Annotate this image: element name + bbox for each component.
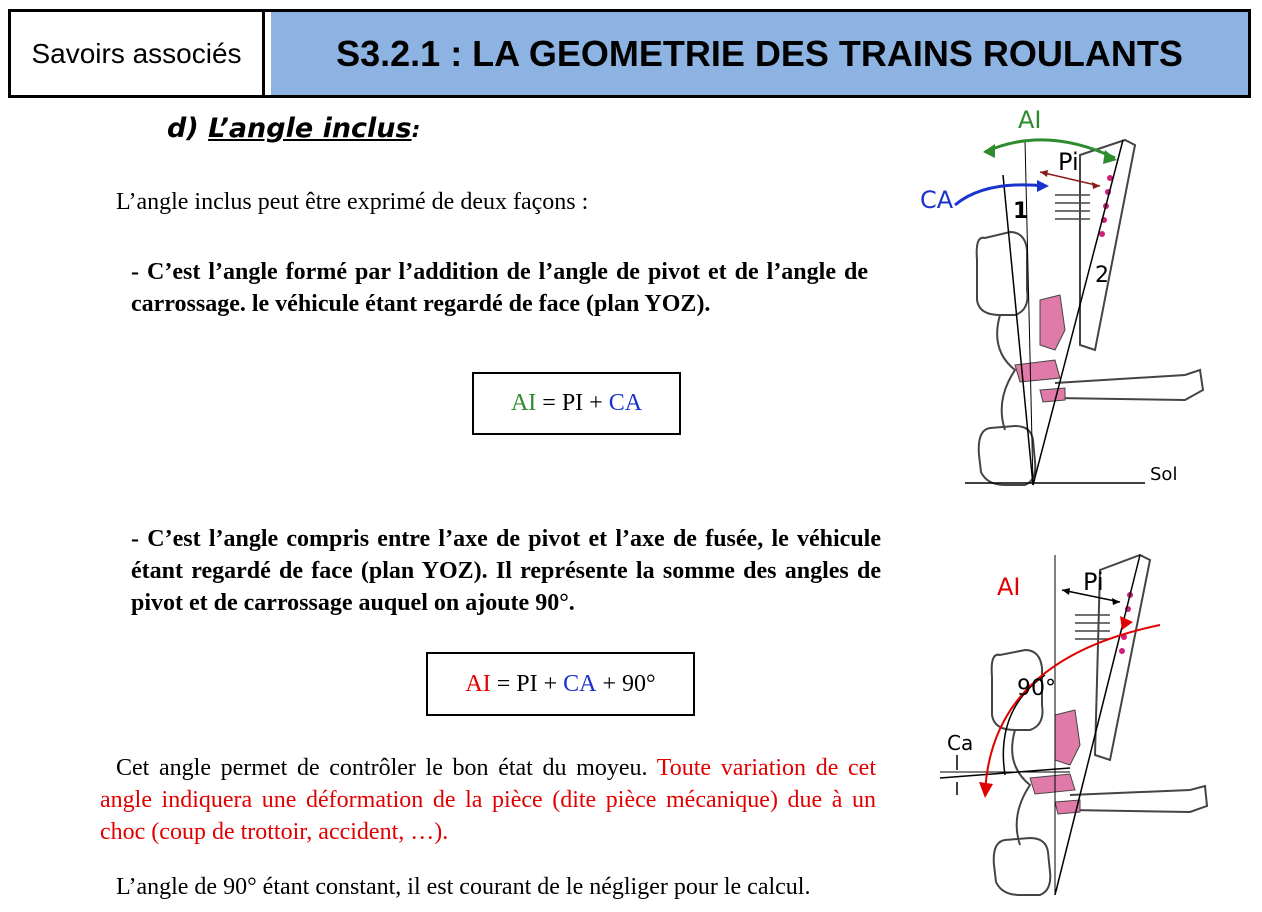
- diagram2-ca-label: Ca: [947, 731, 974, 755]
- tyre-upper: [977, 232, 1028, 315]
- section-title: [167, 113, 420, 144]
- knuckle-part-2: [1055, 710, 1080, 765]
- diagram1-axis1-label: 1: [1013, 199, 1029, 224]
- vertical-reference: [1025, 140, 1033, 485]
- diagram2-90-label: 90°: [1017, 676, 1056, 701]
- wheel-rim-2: [1012, 730, 1030, 845]
- formula-2-90: + 90°: [596, 670, 656, 697]
- formula-2-pi: = PI +: [490, 670, 564, 697]
- formula-2: [426, 652, 695, 716]
- diagram2-pi-label: Pi: [1083, 568, 1104, 596]
- lower-part: [1040, 388, 1065, 402]
- wheel-rim: [997, 315, 1015, 430]
- section-prefix: d): [167, 113, 199, 144]
- drive-shaft: [1055, 370, 1203, 400]
- definition-1: [131, 256, 868, 320]
- section-colon: :: [411, 118, 421, 143]
- diagram1-ai-label: AI: [1018, 106, 1042, 134]
- formula-2-ca: CA: [563, 670, 597, 697]
- formula-1-pi: = PI +: [536, 390, 609, 416]
- tyre-lower-2: [994, 838, 1051, 895]
- page-header: [8, 9, 1251, 98]
- diagram1-ca-label: CA: [920, 186, 954, 214]
- header-title: S3.2.1 : LA GEOMETRIE DES TRAINS ROULANTS: [265, 12, 1248, 95]
- ca-arc: [955, 185, 1045, 205]
- formula-1: [472, 372, 681, 435]
- diagram1-axis2-label: 2: [1095, 263, 1109, 288]
- definition-2: [131, 523, 881, 619]
- conclusion-paragraph: [100, 752, 876, 848]
- diagram-included-angle-1: [915, 100, 1215, 490]
- conclusion-red: Toute variation de cet angle indiquera une déformation de la pièce (dite pièce mécanique) due à un choc (coup de trottoir, accident, …).: [100, 755, 877, 845]
- tyre-lower: [979, 426, 1036, 485]
- diagram-included-angle-2: [935, 550, 1225, 900]
- definition-1-text: C’est l’angle formé par l’addition de l’angle de pivot et de l’angle de carrossage. le véhicule étant regardé de face (plan YOZ).: [131, 259, 868, 317]
- diagram1-pi-label: Pi: [1058, 148, 1079, 176]
- strut: [1080, 140, 1135, 350]
- formula-1-ca: CA: [608, 390, 643, 416]
- definition-2-text: C’est l’angle compris entre l’axe de pivot et l’axe de fusée, le véhicule étant regardé de face (plan YOZ). Il représente la somme des angles de pivot et de carrossage auquel on ajoute 90°.: [131, 526, 882, 616]
- diagram1-ground-label: Sol: [1150, 464, 1178, 485]
- definition-2-dash: -: [131, 526, 139, 552]
- ai-arc: [985, 140, 1115, 158]
- drive-shaft-2: [1070, 786, 1207, 812]
- ai-arc-2: [985, 625, 1160, 795]
- diagram2-ai-label: AI: [997, 573, 1021, 601]
- knuckle-part: [1040, 295, 1065, 350]
- conclusion-black: Cet angle permet de contrôler le bon état du moyeu.: [116, 755, 648, 781]
- formula-1-ai: AI: [510, 390, 537, 416]
- section-heading: L’angle inclus: [208, 113, 412, 144]
- header-category: Savoirs associés: [11, 12, 265, 95]
- intro-paragraph: L’angle inclus peut être exprimé de deux façons :: [116, 189, 589, 215]
- hub-part-2: [1030, 774, 1075, 794]
- final-note: L’angle de 90° étant constant, il est courant de le négliger pour le calcul.: [116, 874, 811, 900]
- definition-1-dash: -: [131, 259, 139, 285]
- formula-2-ai: AI: [465, 670, 491, 697]
